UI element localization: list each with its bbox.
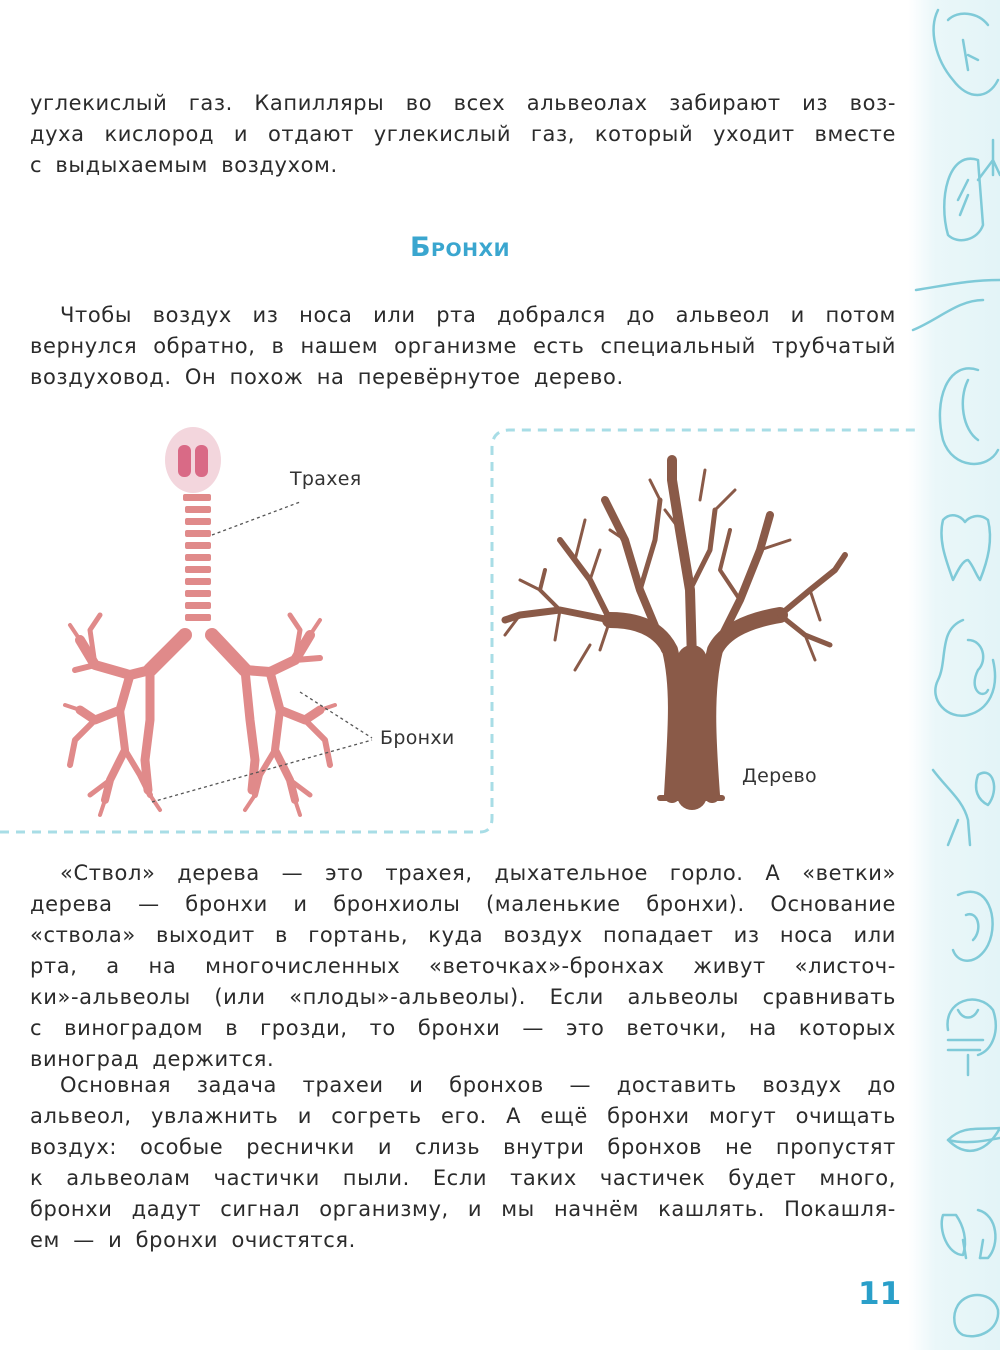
tree-illustration bbox=[505, 460, 845, 798]
ear-icon bbox=[953, 892, 993, 961]
larynx-illustration bbox=[165, 427, 221, 493]
section-title: Бронхи bbox=[409, 232, 511, 263]
text-line: с виноградом в грозди, то бронхи — это веточки, на которых bbox=[30, 1016, 896, 1040]
text-line: Чтобы воздух из носа или рта добрался до альвеол и потом bbox=[60, 303, 896, 327]
bronchi-label: Бронхи bbox=[380, 727, 455, 749]
heart-icon bbox=[934, 10, 998, 95]
text-line: «ствола» выходит в гортань, куда воздух попадает из носа или bbox=[30, 923, 896, 947]
text-line: Основная задача трахеи и бронхов — доставить воздух до bbox=[60, 1073, 896, 1097]
intro-paragraph bbox=[30, 88, 896, 181]
bronchi-illustration bbox=[65, 615, 335, 815]
bronchi-tree-figure bbox=[0, 420, 920, 840]
text-line: виноград держится. bbox=[30, 1047, 275, 1071]
stomach-icon bbox=[940, 368, 998, 463]
lips-icon bbox=[948, 1128, 1000, 1151]
page-number: 11 bbox=[858, 1276, 902, 1312]
text-line: ки»-альвеолы (или «плоды»-альвеолы). Если альвеолы сравнивать bbox=[30, 985, 896, 1009]
text-line: духа кислород и отдают углекислый газ, который уходит вместе bbox=[30, 122, 896, 146]
text-line: к альвеолам частички пыли. Если таких частичек будет много, bbox=[30, 1166, 896, 1190]
text-line: ем — и бронхи очистятся. bbox=[30, 1228, 356, 1252]
text-line: воздуховод. Он похож на перевёрнутое дерево. bbox=[30, 365, 624, 389]
side-decoration-strip bbox=[908, 0, 1000, 1350]
body-paragraph-1 bbox=[30, 858, 896, 1075]
text-line: вернулся обратно, в нашем организме есть специальный трубчатый bbox=[30, 334, 896, 358]
text-line: бронхи дадут сигнал организму, и мы начнём кашлять. Покашля- bbox=[30, 1197, 896, 1221]
lungs-icon bbox=[944, 140, 1000, 240]
text-line: дерева — бронхи и бронхиолы (маленькие бронхи). Основание bbox=[30, 892, 896, 916]
esophagus-icon bbox=[913, 280, 1000, 330]
tree-label: Дерево bbox=[742, 765, 817, 787]
trachea-label: Трахея bbox=[290, 468, 362, 490]
trachea-illustration bbox=[183, 494, 211, 621]
intestine-icon bbox=[935, 620, 995, 716]
body-paragraph-2 bbox=[30, 1070, 896, 1256]
text-line: рта, а на многочисленных «веточках»-бронхах живут «листоч- bbox=[30, 954, 896, 978]
liver-icon bbox=[954, 1295, 998, 1336]
text-line: воздух: особые реснички и слизь внутри бронхов не пропустят bbox=[30, 1135, 896, 1159]
text-line: альвеол, увлажнить и согреть его. А ещё бронхи могут очищать bbox=[30, 1104, 896, 1128]
text-line: «Ствол» дерева — это трахея, дыхательное горло. А «ветки» bbox=[60, 861, 896, 885]
section-intro-paragraph bbox=[30, 300, 896, 393]
text-line: с выдыхаемым воздухом. bbox=[30, 153, 338, 177]
kidneys-icon bbox=[942, 1210, 996, 1258]
brain-icon bbox=[948, 1000, 996, 1075]
text-line: углекислый газ. Капилляры во всех альвеолах забирают из воз- bbox=[30, 91, 896, 115]
uterus-icon bbox=[933, 770, 994, 845]
tree-trunk bbox=[676, 655, 710, 795]
tooth-icon bbox=[941, 515, 990, 580]
